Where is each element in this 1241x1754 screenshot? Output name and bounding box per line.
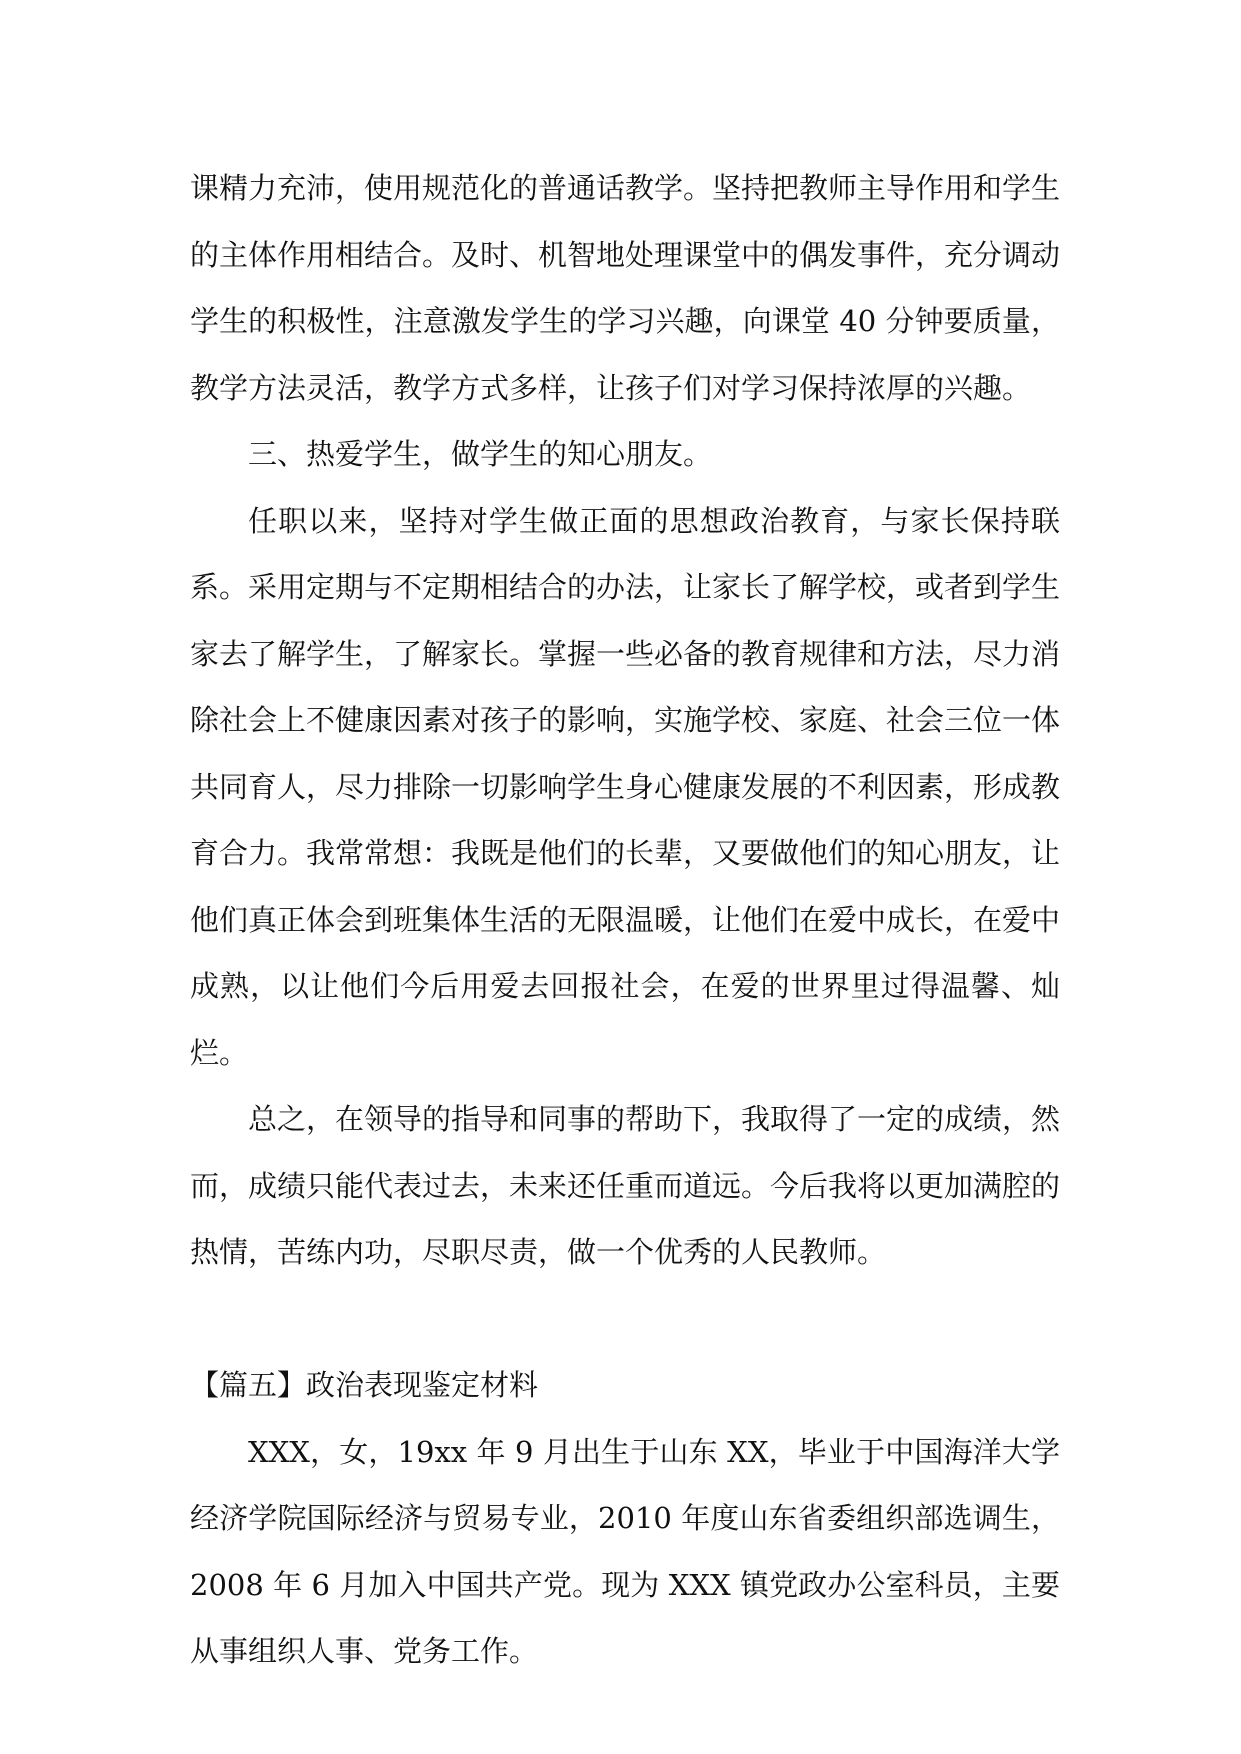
subheading-love-students: 三、热爱学生，做学生的知心朋友。 (248, 437, 713, 471)
paragraph-conclusion: 总之，在领导的指导和同事的帮助下，我取得了一定的成绩，然而，成绩只能代表过去，未来还任重而道远。今后我将以更加满腔的热情，苦练内功，尽职尽责，做一个优秀的人民教师。 (190, 1102, 1061, 1269)
paragraph-parent-contact: 任职以来，坚持对学生做正面的思想政治教育，与家长保持联系。采用定期与不定期相结合的办法，让家长了解学校，或者到学生家去了解学生，了解家长。掌握一些必备的教育规律和方法，尽力消除社会上不健康因素对孩子的影响，实施学校、家庭、社会三位一体共同育人，尽力排除一切影响学生身心健康发展的不利因素，形成教育合力。我常常想：我既是他们的长辈，又要做他们的知心朋友，让他们真正体会到班集体生活的无限温暖，让他们在爱中成长，在爱中成熟，以让他们今后用爱去回报社会，在爱的世界里过得温馨、灿烂。 (190, 503, 1061, 1070)
paragraph-personal-profile: XXX，女，19xx 年 9 月出生于山东 XX，毕业于中国海洋大学经济学院国际经济与贸易专业，2010 年度山东省委组织部选调生，2008 年 6 月加入中国共产党。现为 XXX 镇党政办公室科员，主要从事组织人事、党务工作。 (190, 1434, 1060, 1668)
section-heading-part-five: 【篇五】政治表现鉴定材料 (190, 1368, 539, 1402)
paragraph-continued-teaching: 课精力充沛，使用规范化的普通话教学。坚持把教师主导作用和学生的主体作用相结合。及时、机智地处理课堂中的偶发事件，充分调动学生的积极性，注意激发学生的学习兴趣，向课堂 40 分钟要质量，教学方法灵活，教学方式多样，让孩子们对学习保持浓厚的兴趣。 (190, 171, 1061, 405)
document-body (190, 155, 1060, 1685)
